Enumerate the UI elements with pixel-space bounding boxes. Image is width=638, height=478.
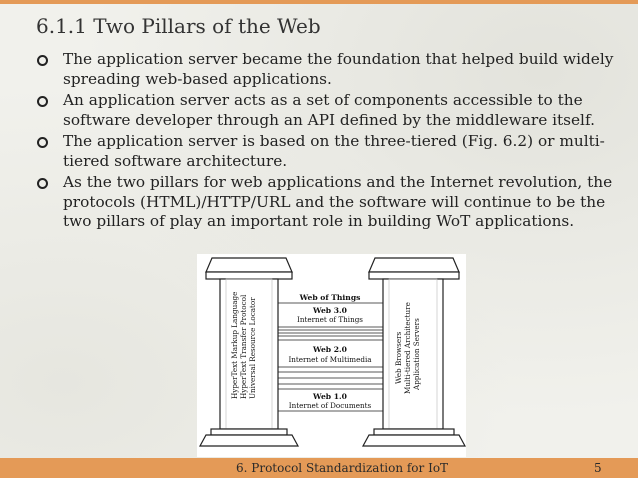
right-pillar-label-servers: Application Servers: [412, 318, 421, 390]
right-pillar: [363, 258, 465, 446]
right-pillar-base-slab: [374, 429, 454, 435]
right-pillar-cap-top: [369, 258, 459, 272]
bullet-item: [36, 91, 626, 130]
tier-web3-subtitle: Internet of Things: [296, 315, 364, 324]
left-pillar-label-http: HyperText Transfer Protocol: [239, 294, 248, 399]
tier-web1-subtitle: Internet of Documents: [288, 401, 372, 410]
tier-web2-subtitle: Internet of Multimedia: [288, 355, 372, 364]
two-pillars-figure: [197, 254, 466, 457]
tier-web2-title: Web 2.0: [313, 345, 347, 354]
web-tiers: [278, 293, 383, 411]
right-pillar-base: [363, 435, 465, 446]
tier-web-of-things-title: Web of Things: [299, 293, 361, 302]
left-pillar-cap-slab: [206, 272, 292, 279]
left-pillar: [200, 258, 298, 446]
bullet-ring-icon: [37, 178, 48, 189]
bullet-text: As the two pillars for web applications and the Internet revolution, the protocols (HTML)/HTTP/URL and the software will continue to be the two pillars of play an important role in building WoT applications.: [63, 173, 613, 230]
pillars-diagram: [197, 254, 466, 457]
bullet-ring-icon: [37, 137, 48, 148]
footer-chapter-title: 6. Protocol Standardization for IoT: [236, 461, 449, 475]
bullet-text: The application server is based on the three-tiered (Fig. 6.2) or multi-tiered software architecture.: [63, 132, 605, 170]
right-pillar-cap-slab: [369, 272, 459, 279]
left-pillar-cap-top: [206, 258, 292, 272]
bullet-text: An application server acts as a set of components accessible to the software developer through an API defined by the middleware itself.: [63, 91, 595, 129]
bullet-item: [36, 173, 626, 232]
left-pillar-label-html: HyperText Markup Language: [230, 291, 239, 399]
right-pillar-label-architecture: Multi-tiered Architecture: [403, 302, 412, 394]
bullet-ring-icon: [37, 55, 48, 66]
left-pillar-base: [200, 435, 298, 446]
bullet-ring-icon: [37, 96, 48, 107]
bullet-item: [36, 132, 626, 171]
bullet-text: The application server became the foundation that helped build widely spreading web-based applications.: [63, 50, 614, 88]
bullet-item: [36, 50, 626, 89]
top-accent-bar: [0, 0, 638, 4]
left-pillar-label-url: Universal Resource Locator: [248, 297, 257, 399]
right-pillar-label-browsers: Web Browsers: [394, 331, 403, 384]
bullet-list: [36, 50, 626, 234]
tier-web1-title: Web 1.0: [313, 392, 347, 401]
page-number: 5: [594, 461, 602, 475]
slide-title: 6.1.1 Two Pillars of the Web: [36, 14, 321, 38]
tier-web3-title: Web 3.0: [313, 306, 347, 315]
left-pillar-base-slab: [211, 429, 287, 435]
